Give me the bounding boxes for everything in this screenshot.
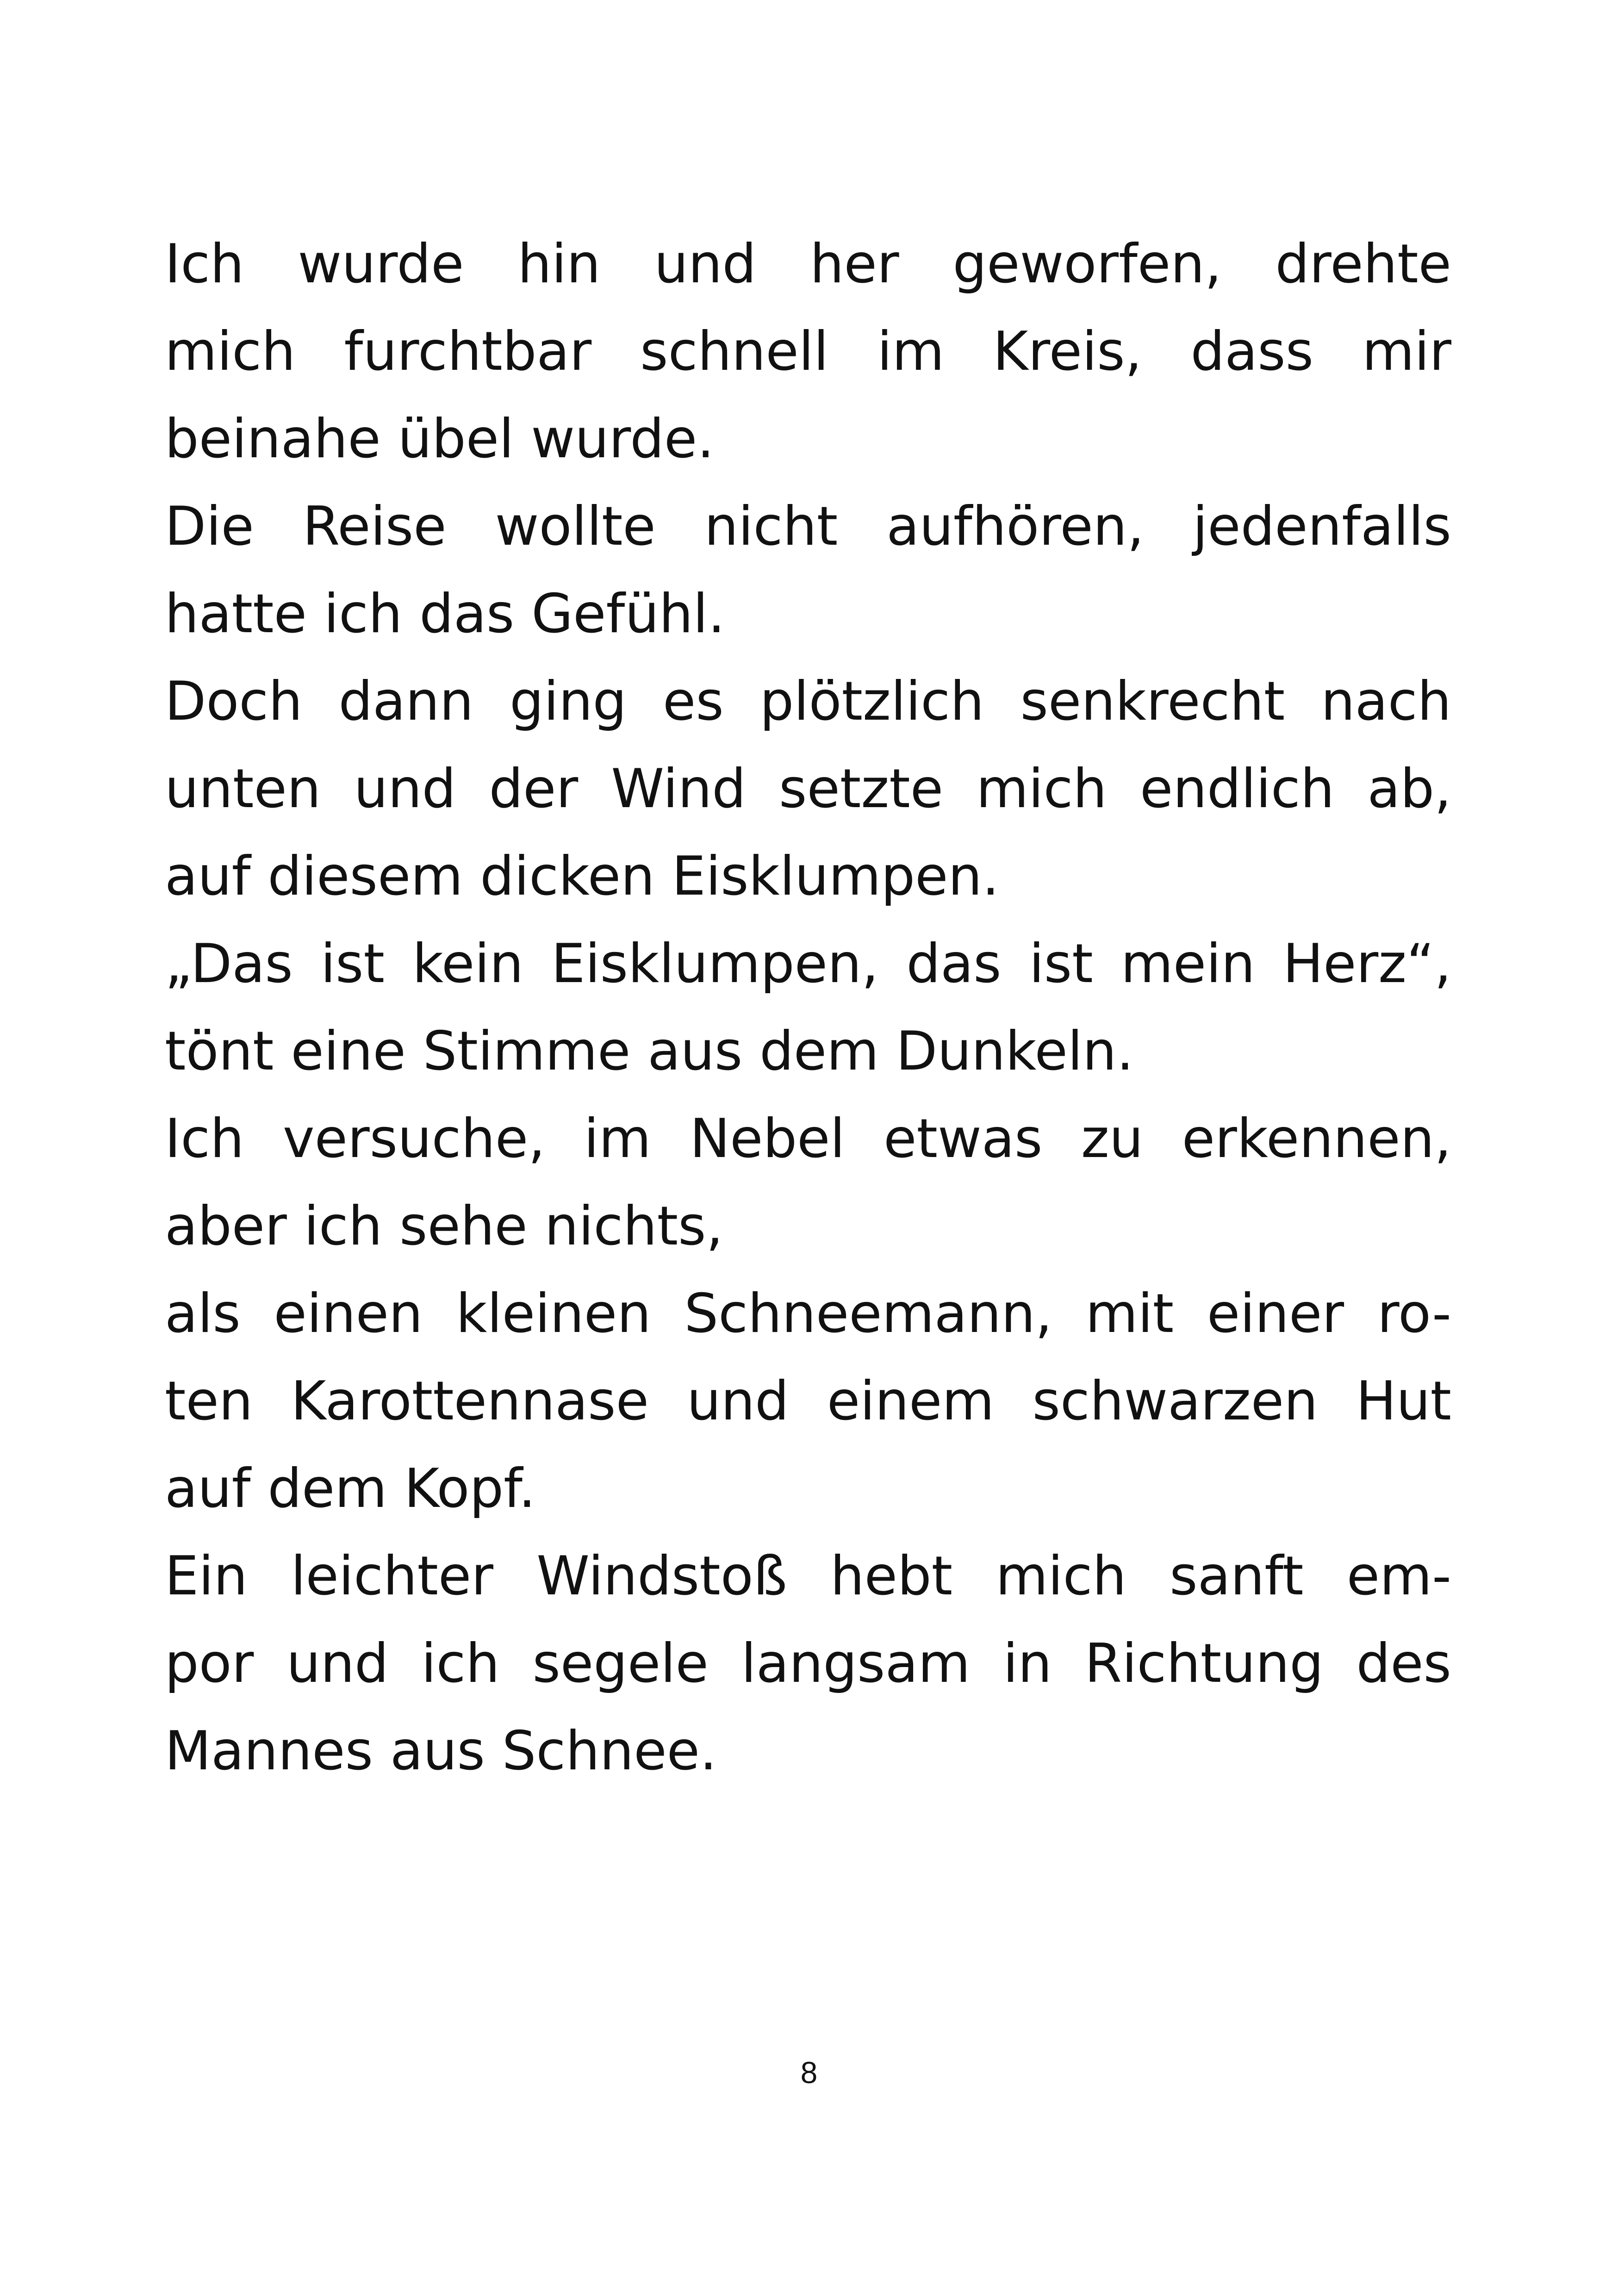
text-line: Mannes aus Schnee. (165, 1720, 717, 1782)
text-line: aber ich sehe nichts, (165, 1195, 723, 1257)
text-line: tönt eine Stimme aus dem Dunkeln. (165, 1020, 1134, 1083)
text-line: por und ich segele langsam in Richtung des (165, 1632, 1451, 1695)
page-number: 8 (800, 2055, 818, 2090)
text-line: als einen kleinen Schneemann, mit einer ro- (165, 1282, 1451, 1345)
text-line: Ich wurde hin und her geworfen, drehte (165, 233, 1451, 295)
text-line: hatte ich das Gefühl. (165, 583, 725, 645)
body-text (165, 220, 1451, 1795)
text-line: Die Reise wollte nicht aufhören, jedenfalls (165, 495, 1451, 558)
text-line: ten Karottennase und einem schwarzen Hut (165, 1370, 1451, 1432)
text-line: unten und der Wind setzte mich endlich ab, (165, 758, 1451, 820)
text-line: Ein leichter Windstoß hebt mich sanft em- (165, 1545, 1451, 1607)
text-line: beinahe übel wurde. (165, 408, 715, 470)
text-line: Doch dann ging es plötzlich senkrecht nach (165, 670, 1451, 733)
text-line: auf diesem dicken Eisklumpen. (165, 845, 999, 908)
text-line: „Das ist kein Eisklumpen, das ist mein Herz“, (165, 933, 1451, 995)
text-line: Ich versuche, im Nebel etwas zu erkennen, (165, 1108, 1451, 1170)
text-line: mich furchtbar schnell im Kreis, dass mir (165, 320, 1451, 383)
text-line: auf dem Kopf. (165, 1457, 536, 1520)
